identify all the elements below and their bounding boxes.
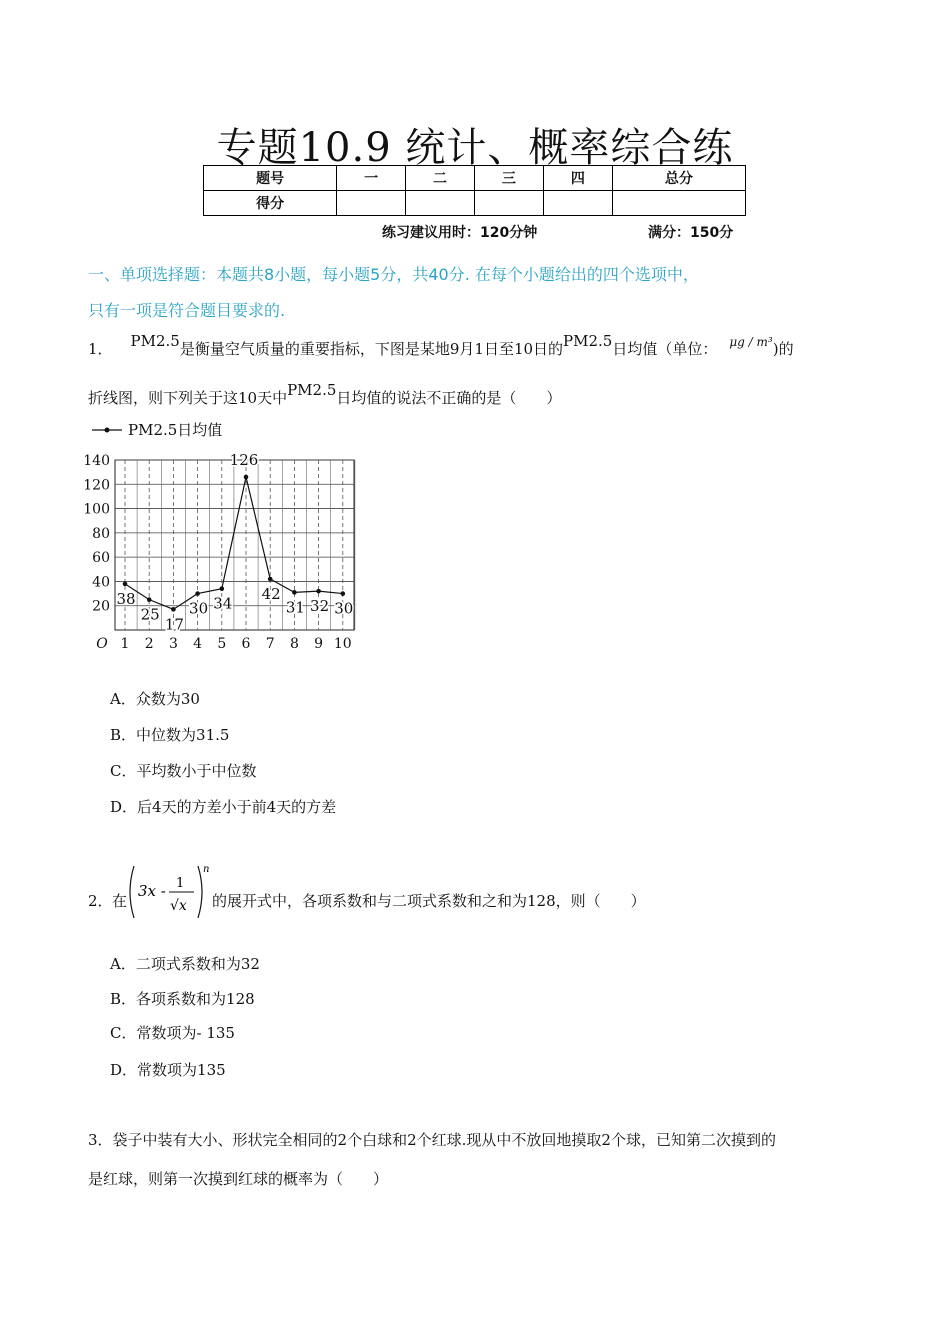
question-3-line2: 是红球，则第一次摸到红球的概率为（ ） bbox=[88, 1170, 389, 1188]
table-cell: 四 bbox=[543, 166, 612, 191]
option-b[interactable]: B．各项系数和为128 bbox=[110, 990, 255, 1008]
score-input-cell[interactable] bbox=[406, 191, 475, 216]
data-label: 17 bbox=[164, 615, 184, 634]
data-point bbox=[171, 607, 176, 612]
expression-term: 3x - bbox=[138, 882, 166, 900]
data-point bbox=[268, 577, 273, 582]
score-input-cell[interactable] bbox=[543, 191, 612, 216]
question-text: )的 bbox=[772, 340, 794, 358]
data-label: 31 bbox=[285, 598, 305, 617]
unit-label: μg / m³ bbox=[729, 335, 773, 349]
option-d[interactable]: D．常数项为135 bbox=[110, 1061, 226, 1079]
question-3-line1: 3．袋子中装有大小、形状完全相同的2个白球和2个红球.现从中不放回地摸取2个球，已知第二次摸到的 bbox=[88, 1131, 776, 1149]
legend-label: PM2.5日均值 bbox=[128, 421, 223, 439]
option-b[interactable]: B．中位数为31.5 bbox=[110, 726, 230, 744]
binomial-expression bbox=[126, 862, 216, 922]
data-point bbox=[316, 589, 321, 594]
x-tick-label: 1 bbox=[120, 636, 130, 652]
y-tick-label: 100 bbox=[83, 501, 110, 518]
table-cell: 得分 bbox=[204, 191, 337, 216]
score-input-cell[interactable] bbox=[474, 191, 543, 216]
score-table-score-row bbox=[204, 191, 746, 216]
x-tick-label: 2 bbox=[144, 636, 154, 652]
option-c[interactable]: C．常数项为- 135 bbox=[110, 1024, 235, 1042]
option-d[interactable]: D．后4天的方差小于前4天的方差 bbox=[110, 798, 337, 816]
data-point bbox=[147, 597, 152, 602]
x-tick-label: 7 bbox=[265, 636, 275, 652]
page-title: 专题10.9 统计、概率综合练 bbox=[216, 125, 734, 171]
score-input-cell[interactable] bbox=[337, 191, 406, 216]
question-text: 日均值（单位： bbox=[612, 340, 718, 358]
y-tick-label: 40 bbox=[92, 574, 110, 591]
y-tick-label: 20 bbox=[92, 598, 110, 615]
data-label: 42 bbox=[261, 585, 281, 603]
data-point bbox=[195, 591, 200, 596]
data-label: 32 bbox=[310, 597, 330, 616]
option-a[interactable]: A．众数为30 bbox=[110, 690, 200, 708]
x-tick-label: 10 bbox=[333, 636, 352, 652]
question-text: 在 bbox=[112, 892, 128, 910]
section-heading-line2: 只有一项是符合题目要求的. bbox=[88, 301, 286, 320]
pm25-label: PM2.5 bbox=[130, 332, 180, 350]
x-tick-label: 3 bbox=[168, 636, 178, 652]
pm25-label: PM2.5 bbox=[563, 332, 613, 350]
fraction-numerator: 1 bbox=[176, 876, 185, 891]
data-label: 38 bbox=[116, 589, 136, 608]
data-point bbox=[341, 591, 346, 596]
x-tick-label: 5 bbox=[217, 636, 227, 652]
fraction-denominator: √x bbox=[170, 898, 187, 914]
y-tick-label: 140 bbox=[83, 453, 110, 469]
data-label: 126 bbox=[229, 451, 259, 469]
question-text: 日均值的说法不正确的是（ ） bbox=[336, 389, 562, 407]
data-point bbox=[292, 590, 297, 595]
data-label: 25 bbox=[140, 605, 160, 624]
option-a[interactable]: A．二项式系数和为32 bbox=[110, 955, 260, 973]
section-heading-line1: 一、单项选择题：本题共8小题，每小题5分，共40分. 在每个小题给出的四个选项中， bbox=[88, 265, 699, 284]
question-number: 2． bbox=[88, 892, 113, 910]
x-tick-label: 4 bbox=[193, 636, 203, 652]
data-label: 34 bbox=[213, 594, 233, 613]
x-tick-label: 9 bbox=[314, 636, 324, 652]
table-cell: 二 bbox=[406, 166, 475, 191]
data-label: 30 bbox=[334, 599, 354, 618]
exponent: n bbox=[203, 864, 210, 875]
pm25-line-chart bbox=[83, 414, 386, 654]
full-score: 满分：150分 bbox=[648, 225, 734, 241]
score-table-header-row bbox=[204, 166, 746, 191]
data-label: 30 bbox=[189, 599, 209, 618]
x-tick-label: 8 bbox=[289, 636, 299, 652]
score-table bbox=[203, 165, 746, 216]
question-text: 是衡量空气质量的重要指标，下图是某地9月1日至10日的 bbox=[179, 340, 564, 358]
legend-marker bbox=[105, 428, 110, 433]
pm25-label: PM2.5 bbox=[287, 381, 337, 399]
score-input-cell[interactable] bbox=[612, 191, 745, 216]
y-tick-label: 120 bbox=[83, 477, 110, 494]
data-point bbox=[244, 475, 249, 480]
question-number: 1． bbox=[88, 340, 113, 358]
table-cell: 总分 bbox=[612, 166, 745, 191]
question-text: 的展开式中，各项系数和与二项式系数和之和为128，则（ ） bbox=[212, 892, 646, 910]
y-tick-label: 60 bbox=[92, 550, 110, 567]
chart-grid bbox=[83, 421, 355, 652]
data-point bbox=[220, 586, 225, 591]
table-cell: 一 bbox=[337, 166, 406, 191]
option-c[interactable]: C．平均数小于中位数 bbox=[110, 762, 257, 780]
question-text: 折线图，则下列关于这10天中 bbox=[88, 389, 288, 407]
x-tick-label: 6 bbox=[241, 636, 251, 652]
origin-label: O bbox=[96, 636, 108, 652]
suggested-time: 练习建议用时：120分钟 bbox=[382, 225, 538, 241]
question-1-line2 bbox=[88, 381, 868, 408]
table-cell: 题号 bbox=[204, 166, 337, 191]
data-point bbox=[123, 582, 128, 587]
table-cell: 三 bbox=[474, 166, 543, 191]
y-tick-label: 80 bbox=[92, 525, 110, 542]
question-1-line1 bbox=[88, 332, 868, 359]
